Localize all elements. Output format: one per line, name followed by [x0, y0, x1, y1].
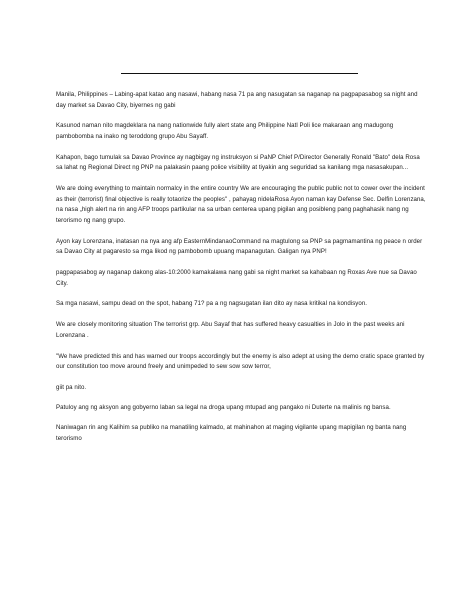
article-body: [56, 90, 426, 455]
paragraph-11: Patuloy ang ng aksyon ang gobyerno laban sa legal na droga upang mtupad ang pangako ni Duterte na malinis ng bansa.: [56, 403, 391, 411]
paragraph-10: giit pa nito.: [56, 383, 87, 391]
paragraph-1: Manila, Philippines – Labing-apat katao ang nasawi, habang nasa 71 pa ang nasugatan sa naganap na pagpapasabog sa night and day market sa Davao City, biyernes ng gabi: [56, 91, 418, 109]
paragraph-8: We are closely monitoring situation The terrorist grp. Abu Sayaf that has suffered heavy casualties in Jolo in the past weeks ani Lorenzana .: [56, 321, 405, 339]
paragraph-4: We are doing everything to maintain normalcy in the entire country We are encouraging the public public not to cower over the incident as their (terrorist) final objective is really totaorize the peoples" , pahayag nidelaRosa Ayon naman kay Defense Sec. Delfin Lorenzana, na nasa „high alert na rin ang AFP troops partikular na sa urban centerea upang pigilan ang posibleng pang paghahasik nang ng terorismo ng nang grupo.: [56, 185, 426, 224]
paragraph-9: "We have predicted this and has warned our troops accordingly but the enemy is also adept at using the demo cratic space granted by our constitution too move around freely and unimpeded to sew sow sow terror,: [56, 352, 425, 371]
paragraph-7: Sa mga nasawi, sampu dead on the spot, habang 71? pa a ng nagsugatan ilan dito ay nasa kritikal na kondisyon.: [56, 300, 368, 308]
paragraph-12: Naniwagan rin ang Kalihim sa publiko na manatiling kalmado, at mahinahon at maging vigilante upang mapigilan ng banta nang terorismo: [56, 424, 407, 442]
paragraph-6: pagpapasabog ay naganap dakong alas-10:2000 kamakalawa nang gabi sa night market sa kahabaan ng Roxas Ave nue sa Davao City.: [56, 269, 417, 287]
paragraph-3: Kahapon, bago tumulak sa Davao Province ay nagbigay ng instruksyon si PaNP Chief P/Director Generally Ronald "Bato" dela Rosa sa lahat ng Regional Direct ng PNP na palakasin paang police visibility at tiyakin ang seguridad sa kanilang mga nasasakupan...: [56, 153, 420, 172]
paragraph-5: Ayon kay Lorenzana, inatasan na nya ang afp EasternMindanaoCommand na magtulong sa PNP sa pagmamantina ng peace n order sa Davao City at pagaresto sa mga likod ng pambobomb upuang mapanagutan. Galigan nya PNP!: [56, 237, 423, 256]
paragraph-2: Kasunod naman nito magdeklara na nang nationwide fully alert state ang Philippine Natl Poli lice makaraan ang madugong pambobomba na inako ng teroddong grupo Abu Sayaff.: [56, 122, 394, 140]
header-rule: [121, 73, 358, 74]
